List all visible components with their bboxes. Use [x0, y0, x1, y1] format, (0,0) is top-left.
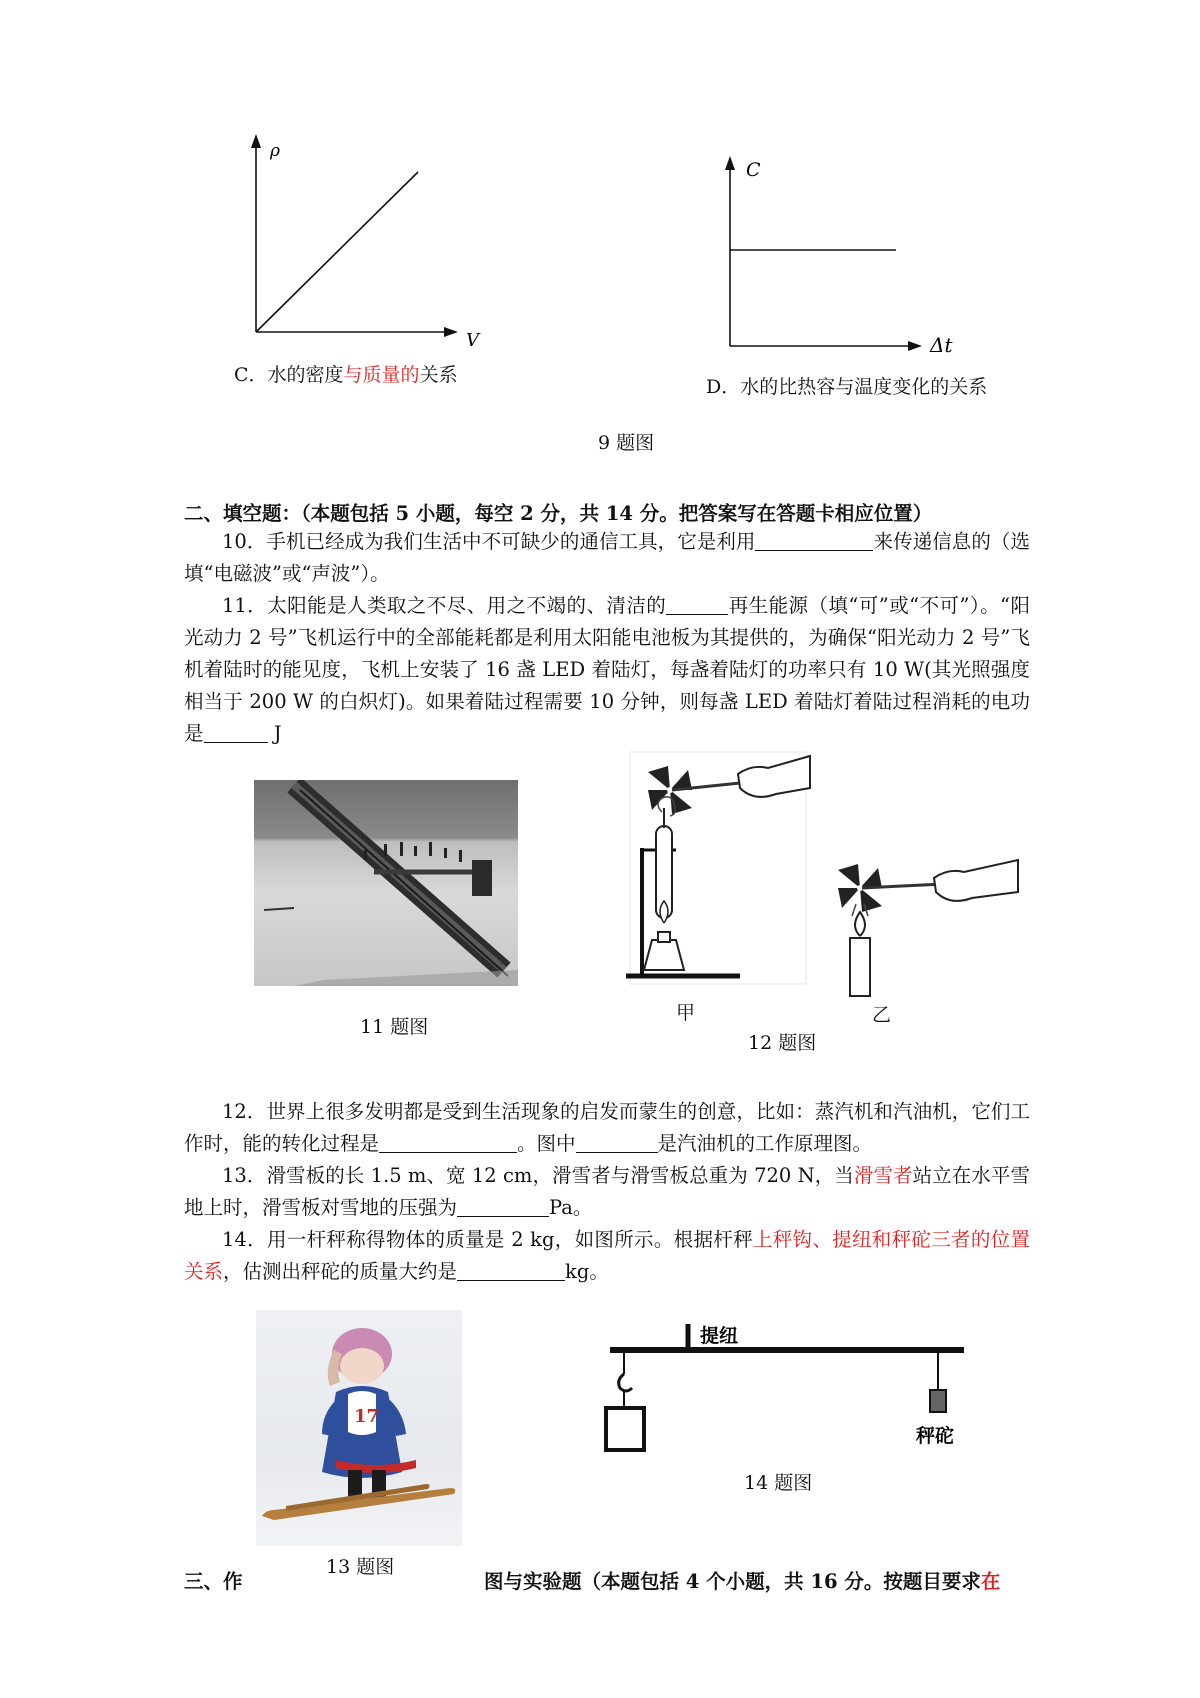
- fig9-label: 9 题图: [598, 432, 655, 454]
- steelyard-knob-label: 提纽: [700, 1325, 739, 1347]
- steelyard-diagram: [600, 1312, 980, 1472]
- question-11: 11．太阳能是人类取之不尽、用之不竭的、清洁的 再生能源（填“可”或“不可”）。“阳光动力 2 号”飞机运行中的全部能耗都是利用太阳能电池板为其提供的，为确保“阳光动力 2 号”飞机着陆时的能见度，飞机上安装了 16 盏 LED 着陆灯，每盏着陆灯的功率只有 10 W(其光照强度相当于 200 W 的白炽灯)。如果着陆过程需要 10 分钟，则每盏 LED 着陆灯着陆过程消耗的电功是 J: [184, 594, 1030, 745]
- graph-d-caption: D．水的比热容与温度变化的关系: [706, 376, 988, 398]
- section3-heading-rest: 图与实验题（本题包括 4 个小题，共 16 分。按题目要求在: [484, 1570, 1001, 1593]
- q11-answer-blank-2[interactable]: [204, 722, 268, 743]
- fig12-label: 12 题图: [748, 1032, 817, 1054]
- solar-plane-photo: [254, 780, 518, 986]
- graph-c-density-volume: [230, 130, 490, 350]
- fig12-right-label: 乙: [872, 1004, 892, 1026]
- section3-heading-start: 三、作: [184, 1570, 243, 1593]
- steelyard-weight-label: 秤砣: [916, 1425, 955, 1447]
- graph-d-x-label: Δt: [930, 333, 953, 357]
- fig11-label: 11 题图: [360, 1016, 429, 1038]
- graph-d-y-label: C: [746, 159, 761, 181]
- graph-c-x-label: V: [466, 330, 479, 350]
- fig12-left-label: 甲: [676, 1002, 696, 1024]
- q12-answer-blank-2[interactable]: [576, 1132, 658, 1153]
- question-10: 10．手机已经成为我们生活中不可缺少的通信工具，它是利用 来传递信息的（选填“电磁波”或“声波”）。: [184, 530, 1030, 585]
- graph-d-specific-heat: [712, 150, 962, 360]
- q13-answer-blank[interactable]: [457, 1196, 549, 1217]
- question-12: 12．世界上很多发明都是受到生活现象的启发而蒙生的创意，比如：蒸汽机和汽油机，它们工作时，能的转化过程是 。图中 是汽油机的工作原理图。: [184, 1100, 1030, 1155]
- graph-c-y-label: ρ: [270, 141, 280, 161]
- pinwheel-candle-experiment: [826, 852, 1022, 1004]
- q11-answer-blank-1[interactable]: [666, 594, 728, 615]
- child-skier-photo: [256, 1310, 462, 1546]
- q12-answer-blank-1[interactable]: [379, 1132, 517, 1153]
- section2-heading: 二、填空题：（本题包括 5 小题，每空 2 分，共 14 分。把答案写在答题卡相应位置）: [184, 502, 933, 525]
- fig14-label: 14 题图: [744, 1472, 813, 1494]
- question-14: 14．用一杆秤称得物体的质量是 2 kg，如图所示。根据杆秤上秤钩、提纽和秤砣三者的位置关系，估测出秤砣的质量大约是 kg。: [184, 1228, 1030, 1283]
- question-13: 13．滑雪板的长 1.5 m、宽 12 cm，滑雪者与滑雪板总重为 720 N，当滑雪者站立在水平雪地上时，滑雪板对雪地的压强为 Pa。: [184, 1164, 1030, 1219]
- skier-bib-number: 17: [354, 1406, 380, 1427]
- q10-answer-blank[interactable]: [755, 530, 873, 551]
- fig13-label: 13 题图: [326, 1556, 395, 1578]
- graph-c-caption: C．水的密度与质量的关系: [234, 364, 458, 386]
- pinwheel-steam-experiment: [620, 748, 820, 988]
- q14-answer-blank[interactable]: [457, 1260, 565, 1281]
